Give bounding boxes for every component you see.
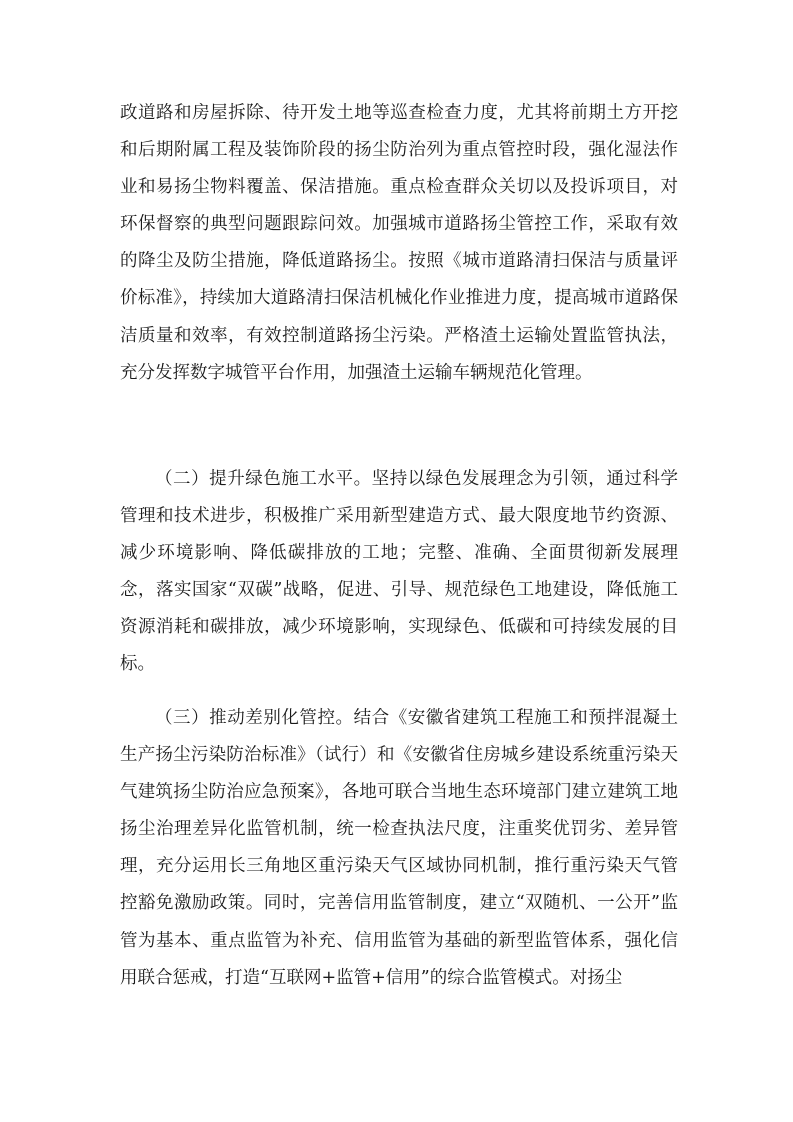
paragraph-road-dust-control: 政道路和房屋拆除、待开发土地等巡查检查力度，尤其将前期土方开挖和后期附属工程及装饰阶段的扬尘防治列为重点管控时段，强化湿法作业和易扬尘物料覆盖、保洁措施。重点检查群众关切以及投诉项目，对环保督察的典型问题跟踪问效。加强城市道路扬尘管控工作，采取有效的降尘及防尘措施，降低道路扬尘。按照《城市道路清扫保洁与质量评价标准》，持续加大道路清扫保洁机械化作业推进力度，提高城市道路保洁质量和效率，有效控制道路扬尘污染。严格渣土运输处置监管执法，充分发挥数字城管平台作用，加强渣土运输车辆规范化管理。 <box>120 103 678 383</box>
paragraph-differentiated-control: （三）推动差别化管控。结合《安徽省建筑工程施工和预拌混凝土生产扬尘污染防治标准》（试行）和《安徽省住房城乡建设系统重污染天气建筑扬尘防治应急预案》，各地可联合当地生态环境部门建立建筑工地扬尘治理差异化监管机制，统一检查执法尺度，注重奖优罚劣、差异管理，充分运用长三角地区重污染天气区域协同机制，推行重污染天气管控豁免激励政策。同时，完善信用监管制度，建立“双随机、一公开”监管为基本、重点监管为补充、信用监管为基础的新型监管体系，强化信用联合惩戒，打造“互联网+监管+信用”的综合监管模式。对扬尘 <box>120 708 678 988</box>
paragraph-green-construction: （二）提升绿色施工水平。坚持以绿色发展理念为引领，通过科学管理和技术进步，积极推广采用新型建造方式、最大限度地节约资源、减少环境影响、降低碳排放的工地；完整、准确、全面贯彻新发展理念，落实国家“双碳”战略，促进、引导、规范绿色工地建设，降低施工资源消耗和碳排放，减少环境影响，实现绿色、低碳和可持续发展的目标。 <box>120 469 678 675</box>
